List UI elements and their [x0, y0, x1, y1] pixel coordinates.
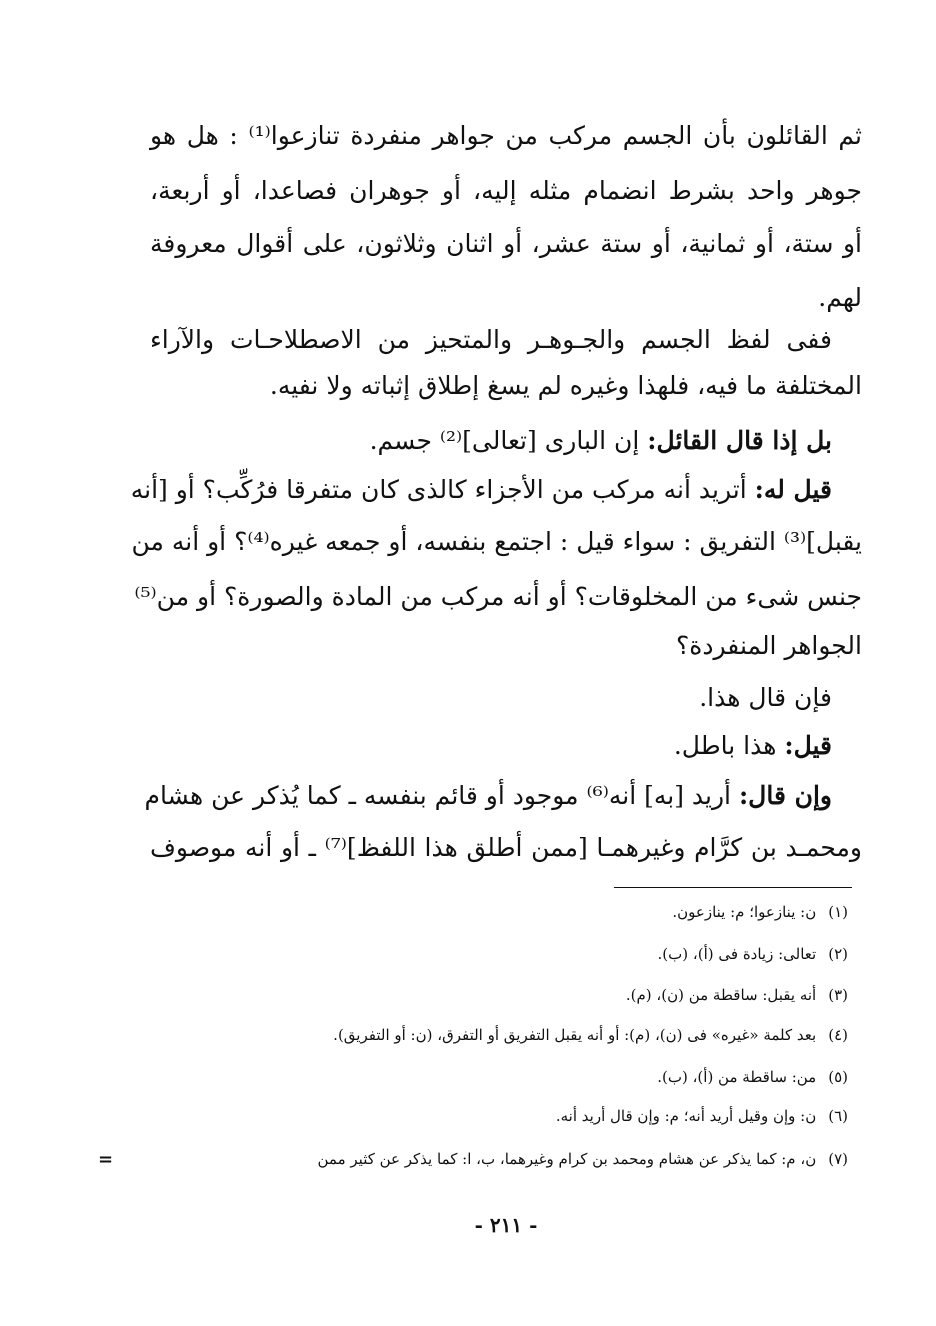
document-page: [98, 0, 862, 1326]
footnote-number: (٢): [828, 945, 848, 963]
footnote-number: (٤): [828, 1026, 848, 1044]
body-line: [134, 581, 862, 613]
line-text: لهم.: [818, 283, 862, 312]
line-text: أو ستة، أو ثمانية، أو ستة عشر، أو اثنان وثلاثون، على أقوال معروفة: [150, 229, 862, 258]
line-text: إن البارى [تعالى]⁽²⁾ جسم.: [369, 426, 648, 455]
footnote-text: تعالى: زيادة فى (أ)، (ب).: [657, 945, 817, 963]
footnote: [150, 901, 848, 923]
body-line: [150, 120, 862, 152]
line-lead: قيل له:: [754, 475, 832, 504]
footnote-text: بعد كلمة «غيره» فى (ن)، (م): أو أنه يقبل التفريق أو التفرق، (ن: أو التفريق).: [333, 1026, 817, 1044]
body-line: [150, 228, 862, 260]
line-text: المختلفة ما فيه، فلهذا وغيره لم يسغ إطلاق إثباته ولا نفيه.: [269, 371, 862, 400]
footnote-text: ن: وإن وقيل أريد أنه؛ م: وإن قال أريد أنه.: [555, 1107, 817, 1125]
line-text: أريد [به] أنه⁽⁶⁾ موجود أو قائم بنفسه ـ كما يُذكر عن هشام: [144, 781, 739, 810]
body-line: [130, 474, 832, 506]
line-lead: بل إذا قال القائل:: [647, 426, 832, 455]
body-line: [150, 730, 832, 762]
footnote: [150, 1148, 848, 1170]
line-text: أتريد أنه مركب من الأجزاء كالذى كان متفرقا فرُكِّب؟ أو [أنه: [130, 475, 755, 504]
line-text: ثم القائلون بأن الجسم مركب من جواهر منفردة تنازعوا⁽¹⁾ : هل هو: [150, 121, 862, 150]
footnote: [150, 1066, 848, 1088]
body-line: [150, 370, 862, 402]
body-line: [150, 425, 832, 457]
footnote-number: (١): [828, 903, 848, 921]
line-lead: وإن قال:: [738, 781, 832, 810]
body-line: [150, 324, 832, 356]
footnote: [150, 1024, 848, 1046]
line-text: ففى لفظ الجسم والجـوهـر والمتحيز من الاصطلاحـات والآراء: [150, 325, 832, 354]
line-text: الجواهر المنفردة؟: [676, 631, 862, 660]
footnote: [150, 1105, 848, 1127]
footnote-text: ن: ينازعوا؛ م: ينازعون.: [672, 903, 817, 921]
line-text: هذا باطل.: [673, 731, 785, 760]
line-text: جنس شىء من المخلوقات؟ أو أنه مركب من المادة والصورة؟ أو من⁽⁵⁾: [134, 582, 862, 611]
page-number: - ٢١١ -: [474, 1213, 538, 1237]
footnote: [150, 943, 848, 965]
body-line: [131, 526, 862, 558]
line-text: فإن قال هذا.: [699, 683, 832, 712]
footnote: [150, 984, 848, 1006]
footnote-number: (٦): [828, 1107, 848, 1125]
body-line: [150, 630, 862, 662]
footnote-number: (٥): [828, 1068, 848, 1086]
footnote-text: أنه يقبل: ساقطة من (ن)، (م).: [625, 986, 817, 1004]
line-text: يقبل]⁽³⁾ التفريق : سواء قيل : اجتمع بنفسه، أو جمعه غيره⁽⁴⁾؟ أو أنه من: [131, 527, 862, 556]
line-text: ومحمـد بن كرَّام وغيرهمـا [ممن أطلق هذا اللفظ]⁽⁷⁾ ـ أو أنه موصوف: [150, 833, 862, 862]
body-line: [150, 682, 832, 714]
continuation-mark: =: [98, 1149, 114, 1170]
footnote-number: (٧): [828, 1150, 848, 1168]
footnote-text: ن، م: كما يذكر عن هشام ومحمد بن كرام وغيرهما، ب، ا: كما يذكر عن كثير ممن: [317, 1150, 817, 1168]
footnote-text: من: ساقطة من (أ)، (ب).: [657, 1068, 817, 1086]
body-line: [150, 175, 862, 207]
footnote-number: (٣): [828, 986, 848, 1004]
body-line: [144, 780, 832, 812]
line-lead: قيل:: [784, 731, 832, 760]
body-line: [150, 832, 862, 864]
footnote-divider: [614, 887, 852, 888]
body-line: [150, 282, 862, 314]
line-text: جوهر واحد بشرط انضمام مثله إليه، أو جوهران فصاعدا، أو أربعة،: [150, 176, 862, 205]
